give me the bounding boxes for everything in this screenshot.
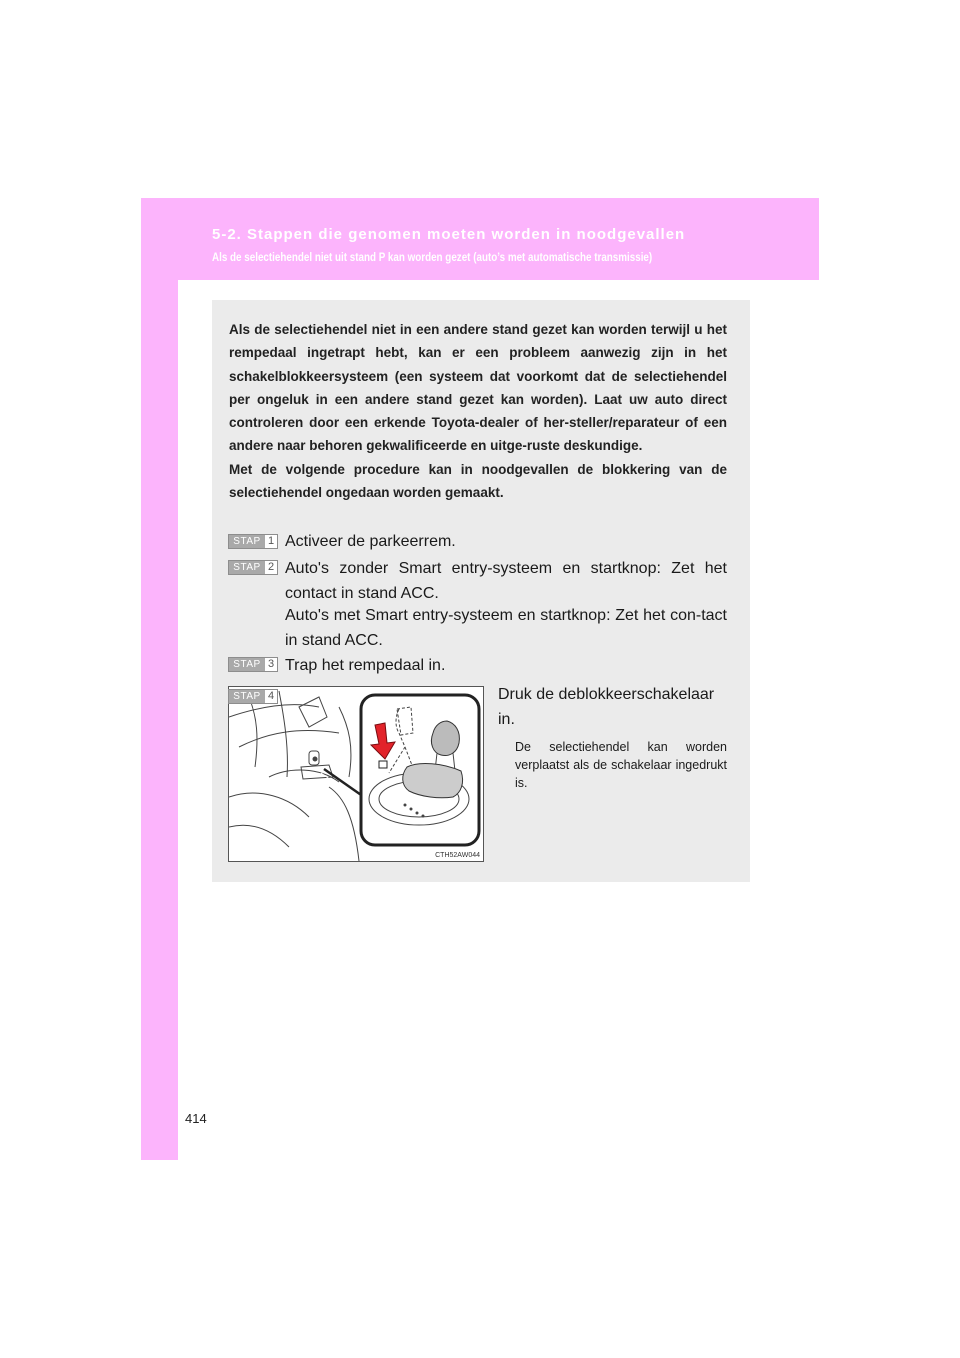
step-badge-3 — [228, 657, 278, 672]
step-number: 2 — [267, 561, 275, 573]
step-4-note: De selectiehendel kan worden verplaatst als de schakelaar ingedrukt is. — [515, 740, 727, 790]
step-badge-4 — [228, 689, 278, 704]
step-3-text: Trap het rempedaal in. — [285, 657, 446, 674]
step-label: STAP — [229, 690, 265, 703]
page-number: 414 — [185, 1111, 207, 1126]
step-1-text: Activeer de parkeerrem. — [285, 533, 456, 550]
section-subtitle: Als de selectiehendel niet uit stand P kan worden gezet (auto’s met automatische transmissie) — [212, 250, 653, 264]
step-number: 3 — [267, 658, 275, 670]
step-label: STAP — [229, 658, 265, 671]
step-label: STAP — [229, 535, 265, 548]
step-2-text: Auto's zonder Smart entry-systeem en startknop: Zet het contact in stand ACC. — [285, 560, 727, 602]
illustration-code: CTH52AW044 — [435, 852, 480, 859]
step-label: STAP — [229, 561, 265, 574]
note-paragraph: Met de volgende procedure kan in noodgevallen de blokkering van de selectiehendel ongedaan worden gemaakt. — [229, 461, 727, 501]
illustration-drawing — [229, 687, 483, 861]
step-2-text-alt: Auto's met Smart entry-systeem en startknop: Zet het con-tact in stand ACC. — [285, 607, 727, 649]
step-badge-2 — [228, 560, 278, 575]
warning-note — [229, 318, 727, 504]
step-4-text: Druk de deblokkeerschakelaar in. — [498, 686, 715, 728]
step-number: 4 — [267, 690, 275, 702]
side-color-band — [141, 198, 178, 1160]
shift-lock-illustration — [228, 686, 484, 862]
section-title: 5-2. Stappen die genomen moeten worden in noodgevallen — [212, 226, 686, 243]
step-number: 1 — [267, 535, 275, 547]
step-badge-1 — [228, 534, 278, 549]
note-paragraph: Als de selectiehendel niet in een andere stand gezet kan worden terwijl u het rempedaal ingetrapt hebt, kan er een probleem aanwezig zijn in het schakelblokkeersysteem (een systeem dat voorkomt dat de selectiehendel per ongeluk in een andere stand gezet kan worden). Laat uw auto direct controleren door een erkende Toyota-dealer of her-steller/reparateur of een andere naar behoren gekwalificeerde en uitge-ruste deskundige. — [229, 322, 727, 454]
